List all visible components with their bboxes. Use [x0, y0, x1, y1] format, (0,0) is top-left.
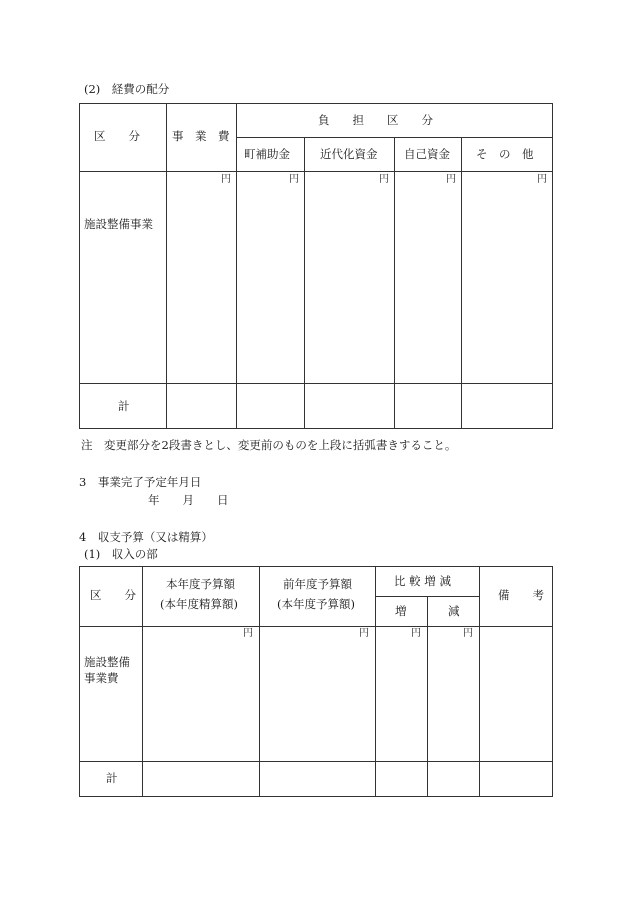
col-header-other: そ の 他 — [476, 147, 534, 161]
col-header-kubun: 区 分 — [90, 588, 136, 602]
yen-unit: 円 — [537, 174, 547, 185]
yen-unit: 円 — [411, 628, 421, 639]
col-header-kubun: 区 分 — [94, 129, 140, 143]
col-header-current-budget-paren: (本年度予算額) — [277, 597, 355, 611]
col-header-modernization-fund: 近代化資金 — [320, 147, 378, 161]
col-header-increase: 増 — [395, 604, 407, 618]
yen-unit: 円 — [446, 174, 456, 185]
row-label-total: 計 — [118, 399, 130, 413]
col-header-own-fund: 自己資金 — [404, 147, 450, 161]
col-header-current-settlement: (本年度精算額) — [160, 597, 238, 611]
section3-heading: 3 事業完了予定年月日 — [79, 475, 202, 489]
col-header-futan-kubun: 負 担 区 分 — [318, 113, 433, 127]
row-label-facility-1: 施設整備 — [84, 655, 130, 669]
yen-unit: 円 — [243, 628, 253, 639]
row-label-facility-project: 施設整備事業 — [84, 217, 153, 231]
col-header-prev-budget: 前年度予算額 — [283, 577, 352, 591]
yen-unit: 円 — [221, 174, 231, 185]
yen-unit: 円 — [463, 628, 473, 639]
section4-subheading: (1) 収入の部 — [84, 547, 158, 561]
completion-date-line: 年 月 日 — [148, 493, 229, 507]
note-text: 注 変更部分を2段書きとし、変更前のものを上段に括弧書きすること。 — [81, 438, 457, 452]
yen-unit: 円 — [379, 174, 389, 185]
row-label-total: 計 — [106, 771, 118, 785]
section4-heading: 4 収支予算（又は精算） — [79, 530, 213, 544]
col-header-current-budget: 本年度予算額 — [166, 577, 235, 591]
col-header-comparison: 比 較 増 減 — [394, 574, 451, 588]
yen-unit: 円 — [359, 628, 369, 639]
col-header-town-subsidy: 町補助金 — [244, 147, 290, 161]
col-header-remarks: 備 考 — [498, 588, 544, 602]
section2-heading: (2) 経費の配分 — [84, 82, 170, 96]
yen-unit: 円 — [289, 174, 299, 185]
row-label-facility-2: 事業費 — [84, 671, 119, 685]
col-header-decrease: 減 — [448, 604, 460, 618]
col-header-jigyouhi: 事 業 費 — [172, 129, 230, 143]
